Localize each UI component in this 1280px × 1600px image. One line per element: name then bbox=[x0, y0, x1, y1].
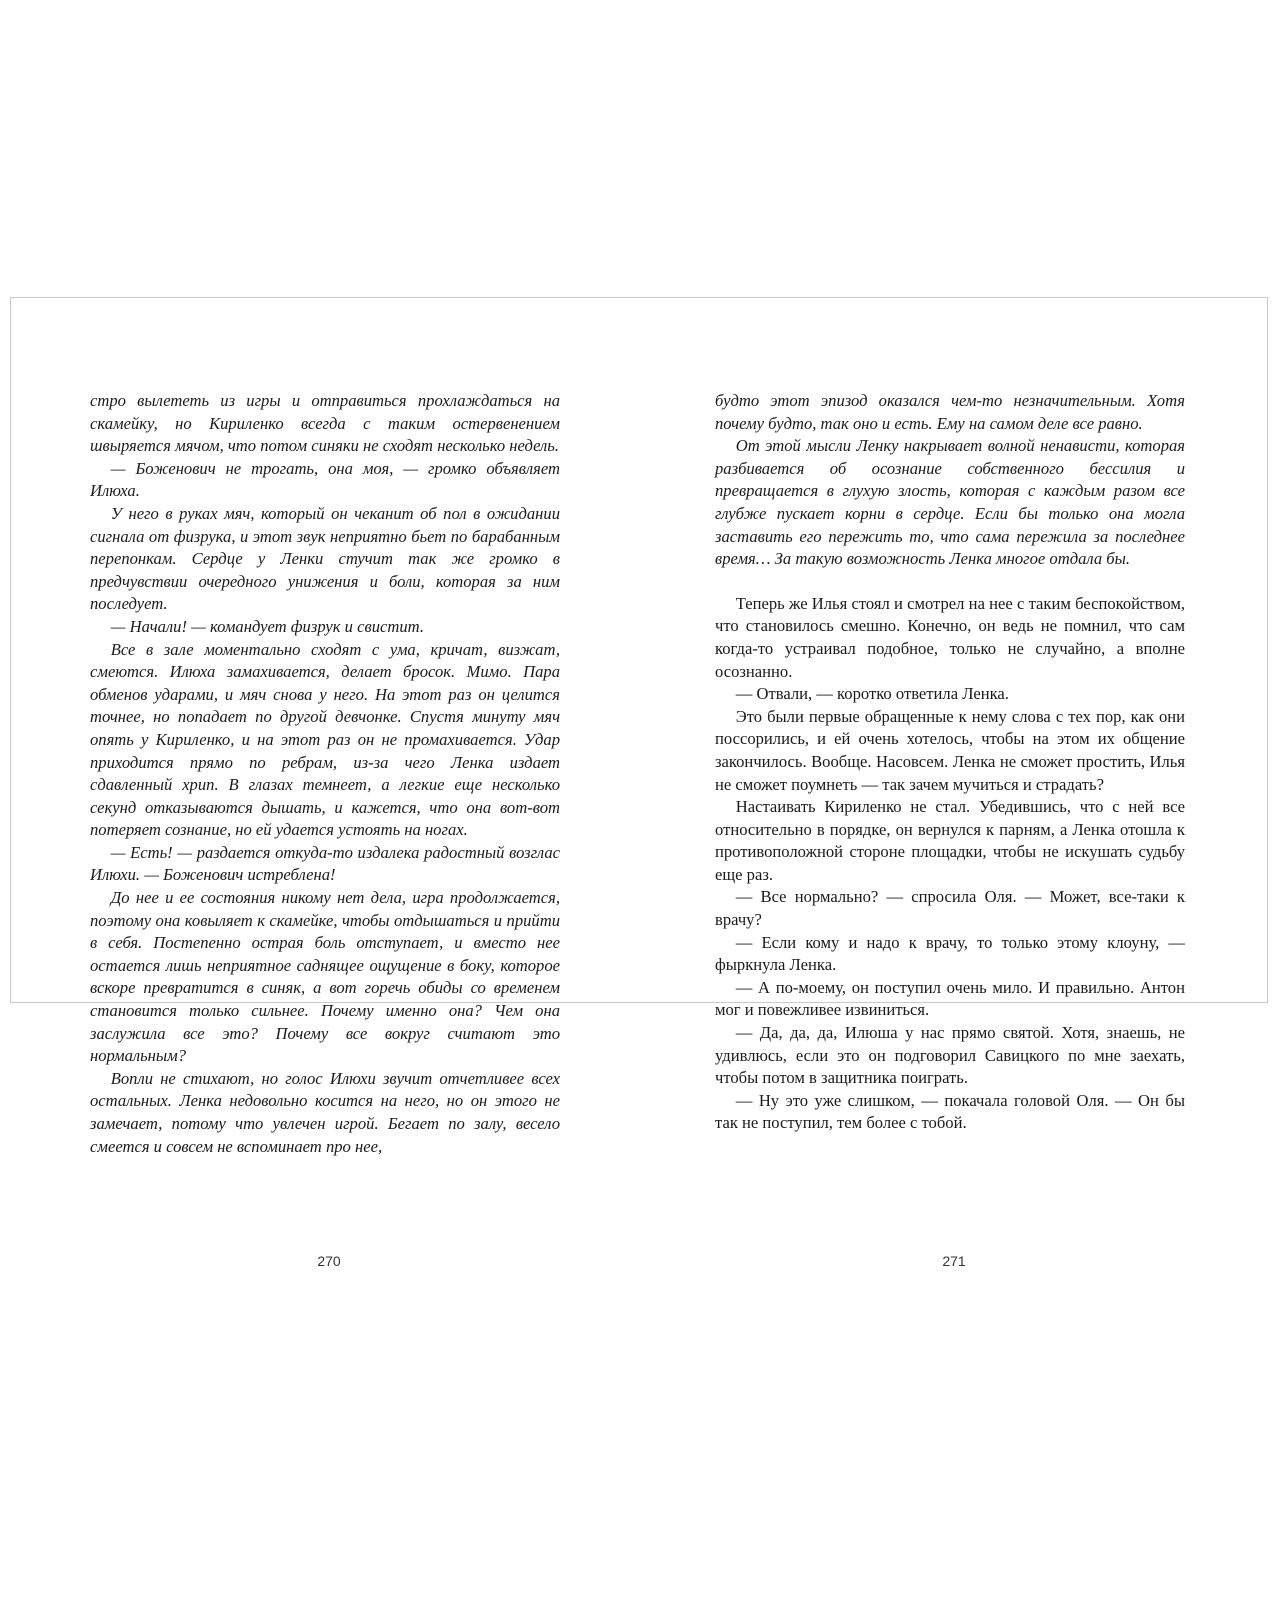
paragraph: От этой мысли Ленку накрывает волной ненависти, которая разбивается об осознание собственного бессилия и превращается в глухую злость, которая с каждым разом все глубже пускает корни в сердце. Если бы только она могла заставить его пережить то, что сама пережила за последнее время… За такую возможность Ленка многое отдала бы. bbox=[715, 436, 1185, 569]
paragraph: — Если кому и надо к врачу, то только этому клоуну, — фыркнула Ленка. bbox=[715, 932, 1185, 975]
paragraph: Настаивать Кириленко не стал. Убедившись, что с ней все относительно в порядке, он вернулся к парням, а Ленка отошла к противоположной стороне площадки, чтобы не искушать судьбу еще раз. bbox=[715, 797, 1185, 884]
paragraph: — Отвали, — коротко ответила Ленка. bbox=[735, 684, 1009, 704]
paragraph: — Есть! — раздается откуда-то издалека радостный возглас Илюхи. — Боженович истреблена! bbox=[90, 842, 560, 885]
paragraph: — Начали! — командует физрук и свистит. bbox=[110, 616, 424, 636]
paragraph: — Все нормально? — спросила Оля. — Может, все-таки к врачу? bbox=[715, 887, 1185, 930]
paragraph: — Боженович не трогать, она моя, — громко объявляет Илюха. bbox=[90, 458, 560, 501]
left-page-text bbox=[90, 390, 560, 1158]
paragraph: будто этот эпизод оказался чем-то незначительным. Хотя почему будто, так оно и есть. Ему на самом деле все равно. bbox=[715, 391, 1185, 433]
paragraph: — Да, да, да, Илюша у нас прямо святой. Хотя, знаешь, не удивлюсь, если это он подговорил Савицкого по мне заехать, чтобы потом в защитника поиграть. bbox=[715, 1023, 1185, 1088]
right-page-text bbox=[715, 390, 1185, 1135]
paragraph: До нее и ее состояния никому нет дела, игра продолжается, поэтому она ковыляет к скамейке, чтобы отдышаться и прийти в себя. Постепенно острая боль отступает, и вместо нее остается лишь неприятное саднящее ощущение в боку, которое вскоре превратится в синяк, а вот горечь обиды со временем становится только сильнее. Почему именно она? Чем она заслужила все это? Почему все вокруг считают это нормальным? bbox=[90, 888, 560, 1066]
book-spread bbox=[10, 297, 1268, 1269]
paragraph: стро вылететь из игры и отправиться прохлаждаться на скамейку, но Кириленко всегда с таким остервенением швыряется мячом, что потом синяки не сходят несколько недель. bbox=[90, 391, 560, 456]
scene-break bbox=[715, 571, 1185, 593]
paragraph: Теперь же Илья стоял и смотрел на нее с таким беспокойством, что становилось смешно. Конечно, он ведь не помнил, что сам когда-то устраивал подобное, только не случайно, а вполне осознанно. bbox=[715, 593, 1185, 681]
page-number-right: 271 bbox=[942, 1253, 966, 1269]
paragraph: У него в руках мяч, который он чеканит об пол в ожидании сигнала от физрука, и этот звук неприятно бьет по барабанным перепонкам. Сердце у Ленки стучит так же громко в предчувствии очередного унижения и боли, которая за ним последует. bbox=[90, 503, 560, 614]
paragraph: — А по-моему, он поступил очень мило. И правильно. Антон мог и повежливее извиниться. bbox=[715, 977, 1185, 1020]
paragraph: Это были первые обращенные к нему слова с тех пор, как они поссорились, и ей очень хотелось, чтобы на этом их общение закончилось. Вообще. Насовсем. Ленка не сможет простить, Илья не сможет поумнеть — так зачем мучиться и страдать? bbox=[715, 706, 1185, 794]
page-number-left: 270 bbox=[317, 1253, 341, 1269]
paragraph: — Ну это уже слишком, — покачала головой Оля. — Он бы так не поступил, тем более с тобой. bbox=[715, 1090, 1185, 1133]
paragraph: Все в зале моментально сходят с ума, кричат, визжат, смеются. Илюха замахивается, делает бросок. Мимо. Пара обменов ударами, и мяч снова у него. На этот раз он целится точнее, но попадает по другой девчонке. Спустя минуту мяч опять у Кириленко, и на этот раз он не промахивается. Удар приходится прямо по ребрам, из-за чего Ленка издает сдавленный хрип. В глазах темнеет, а легкие еще несколько секунд отказываются дышать, и кажется, что она вот-вот потеряет сознание, но ей удается устоять на ногах. bbox=[90, 639, 560, 840]
paragraph: Вопли не стихают, но голос Илюхи звучит отчетливее всех остальных. Ленка недовольно косится на него, но он этого не замечает, потому что увлечен игрой. Бегает по залу, весело смеется и совсем не вспоминает про нее, bbox=[90, 1068, 560, 1156]
